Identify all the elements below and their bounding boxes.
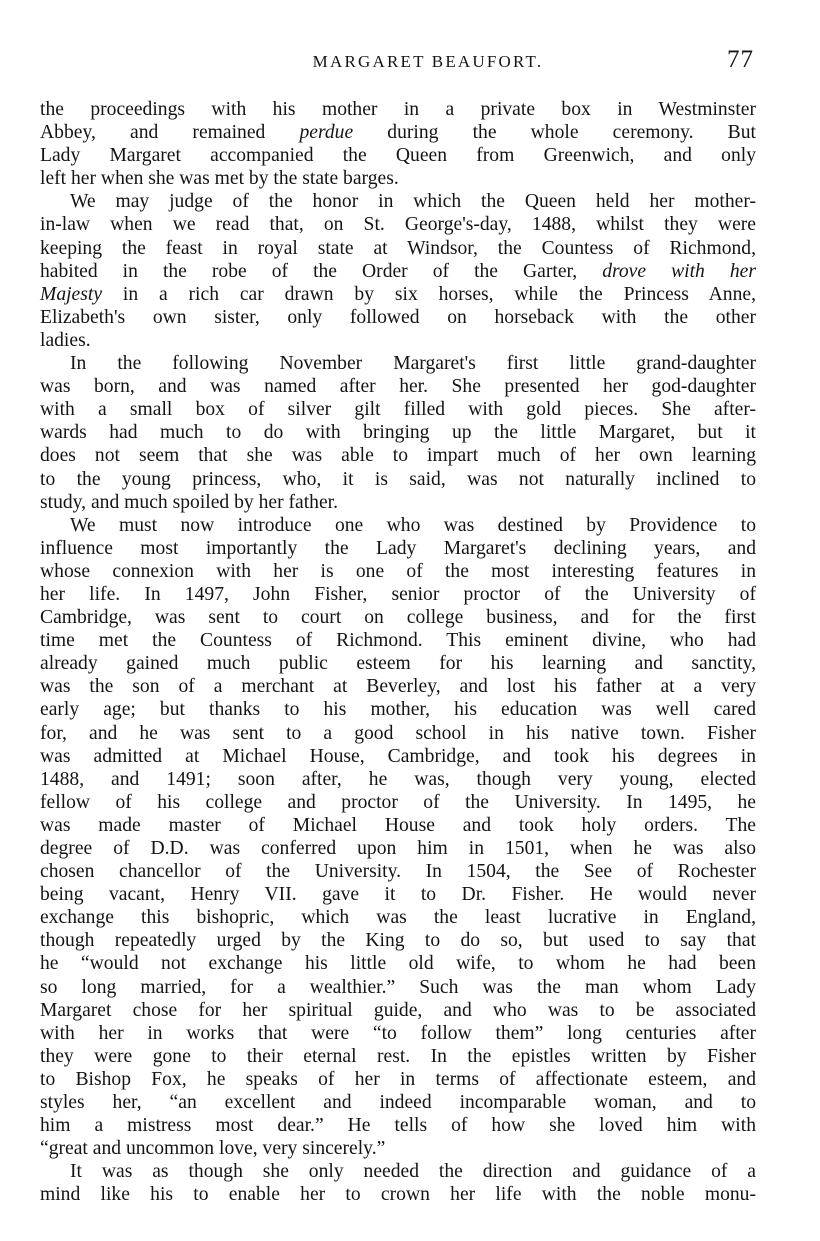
text-line: though repeatedly urged by the King to do so, but used to say that — [40, 930, 756, 952]
text-line: Elizabeth's own sister, only followed on horseback with the other — [40, 306, 756, 328]
running-head — [40, 48, 756, 78]
italic-word: perdue — [299, 122, 354, 144]
text-line: exchange this bishopric, which was the least lucrative in England, — [40, 907, 756, 929]
text-run: habited in the robe of the Order of the Garter, — [40, 260, 578, 282]
text-line: “great and uncommon love, very sincerely.” — [40, 1138, 386, 1160]
body-text — [40, 98, 756, 1207]
text-line: was admitted at Michael House, Cambridge, and took his degrees in — [40, 745, 756, 767]
text-line: Cambridge, was sent to court on college business, and for the first — [40, 607, 756, 629]
text-line: early age; but thanks to his mother, his education was well cared — [40, 699, 756, 721]
text-line: fellow of his college and proctor of the University. In 1495, he — [40, 791, 756, 813]
text-line: wards had much to do with bringing up the little Margaret, but it — [40, 422, 756, 444]
text-line — [40, 121, 756, 144]
text-line: study, and much spoiled by her father. — [40, 491, 339, 513]
text-line: so long married, for a wealthier.” Such was the man whom Lady — [40, 976, 756, 998]
text-line: her life. In 1497, John Fisher, senior proctor of the University of — [40, 583, 756, 605]
text-line: styles her, “an excellent and indeed incomparable woman, and to — [40, 1092, 756, 1114]
text-line: he “would not exchange his little old wife, to whom he had been — [40, 953, 756, 975]
text-line: Lady Margaret accompanied the Queen from Greenwich, and only — [40, 145, 756, 167]
paragraph-first-line: In the following November Margaret's first little grand-daughter — [70, 353, 756, 375]
text-line: time met the Countess of Richmond. This eminent divine, who had — [40, 630, 756, 652]
text-line: they were gone to their eternal rest. In the epistles written by Fisher — [40, 1045, 756, 1067]
page-number: 77 — [727, 46, 754, 73]
text-line: whose connexion with her is one of the most interesting features in — [40, 560, 756, 582]
text-line: chosen chancellor of the University. In 1504, the See of Rochester — [40, 861, 756, 883]
text-line: influence most importantly the Lady Margaret's declining years, and — [40, 537, 756, 559]
text-line: to the young princess, who, it is said, was not naturally inclined to — [40, 468, 756, 490]
running-title: MARGARET BEAUFORT. — [312, 52, 544, 71]
text-line — [40, 283, 756, 306]
text-line: being vacant, Henry VII. gave it to Dr. Fisher. He would never — [40, 884, 756, 906]
paragraph-first-line: It was as though she only needed the direction and guidance of a — [70, 1161, 756, 1183]
text-line: was born, and was named after her. She presented her god-daughter — [40, 376, 756, 398]
text-line — [40, 260, 756, 283]
text-line: keeping the feast in royal state at Windsor, the Countess of Richmond, — [40, 237, 756, 259]
italic-phrase: drove with her — [602, 260, 756, 282]
text-line: Margaret chose for her spiritual guide, and who was to be associated — [40, 999, 756, 1021]
paragraph-first-line: We must now introduce one who was destined by Providence to — [70, 514, 756, 536]
text-line: with her in works that were “to follow them” long centuries after — [40, 1022, 756, 1044]
text-line: does not seem that she was able to impart much of her own learning — [40, 445, 756, 467]
text-line: ladies. — [40, 329, 91, 351]
text-line: with a small box of silver gilt filled with gold pieces. She after- — [40, 399, 756, 421]
text-run: Abbey, and remained — [40, 122, 266, 144]
text-line: was made master of Michael House and took holy orders. The — [40, 814, 756, 836]
text-line: the proceedings with his mother in a private box in Westminster — [40, 99, 756, 120]
text-line: was the son of a merchant at Beverley, and lost his father at a very — [40, 676, 756, 698]
text-line: for, and he was sent to a good school in his native town. Fisher — [40, 722, 756, 744]
text-line: him a mistress most dear.” He tells of how she loved him with — [40, 1115, 756, 1137]
italic-word: Majesty — [40, 283, 103, 305]
text-line: to Bishop Fox, he speaks of her in terms of affectionate esteem, and — [40, 1068, 756, 1090]
text-line: mind like his to enable her to crown her life with the noble monu- — [40, 1184, 756, 1206]
text-line: left her when she was met by the state barges. — [40, 168, 399, 190]
text-line: degree of D.D. was conferred upon him in 1501, when he was also — [40, 838, 756, 859]
text-run: in a rich car drawn by six horses, while the Princess Anne, — [122, 283, 756, 305]
text-line: in-law when we read that, on St. George's-day, 1488, whilst they were — [40, 214, 756, 236]
text-line: 1488, and 1491; soon after, he was, though very young, elected — [40, 768, 756, 790]
text-line: already gained much public esteem for his learning and sanctity, — [40, 653, 756, 675]
paragraph-first-line: We may judge of the honor in which the Queen held her mother- — [70, 191, 756, 213]
text-run: during the whole ceremony. But — [387, 122, 756, 144]
